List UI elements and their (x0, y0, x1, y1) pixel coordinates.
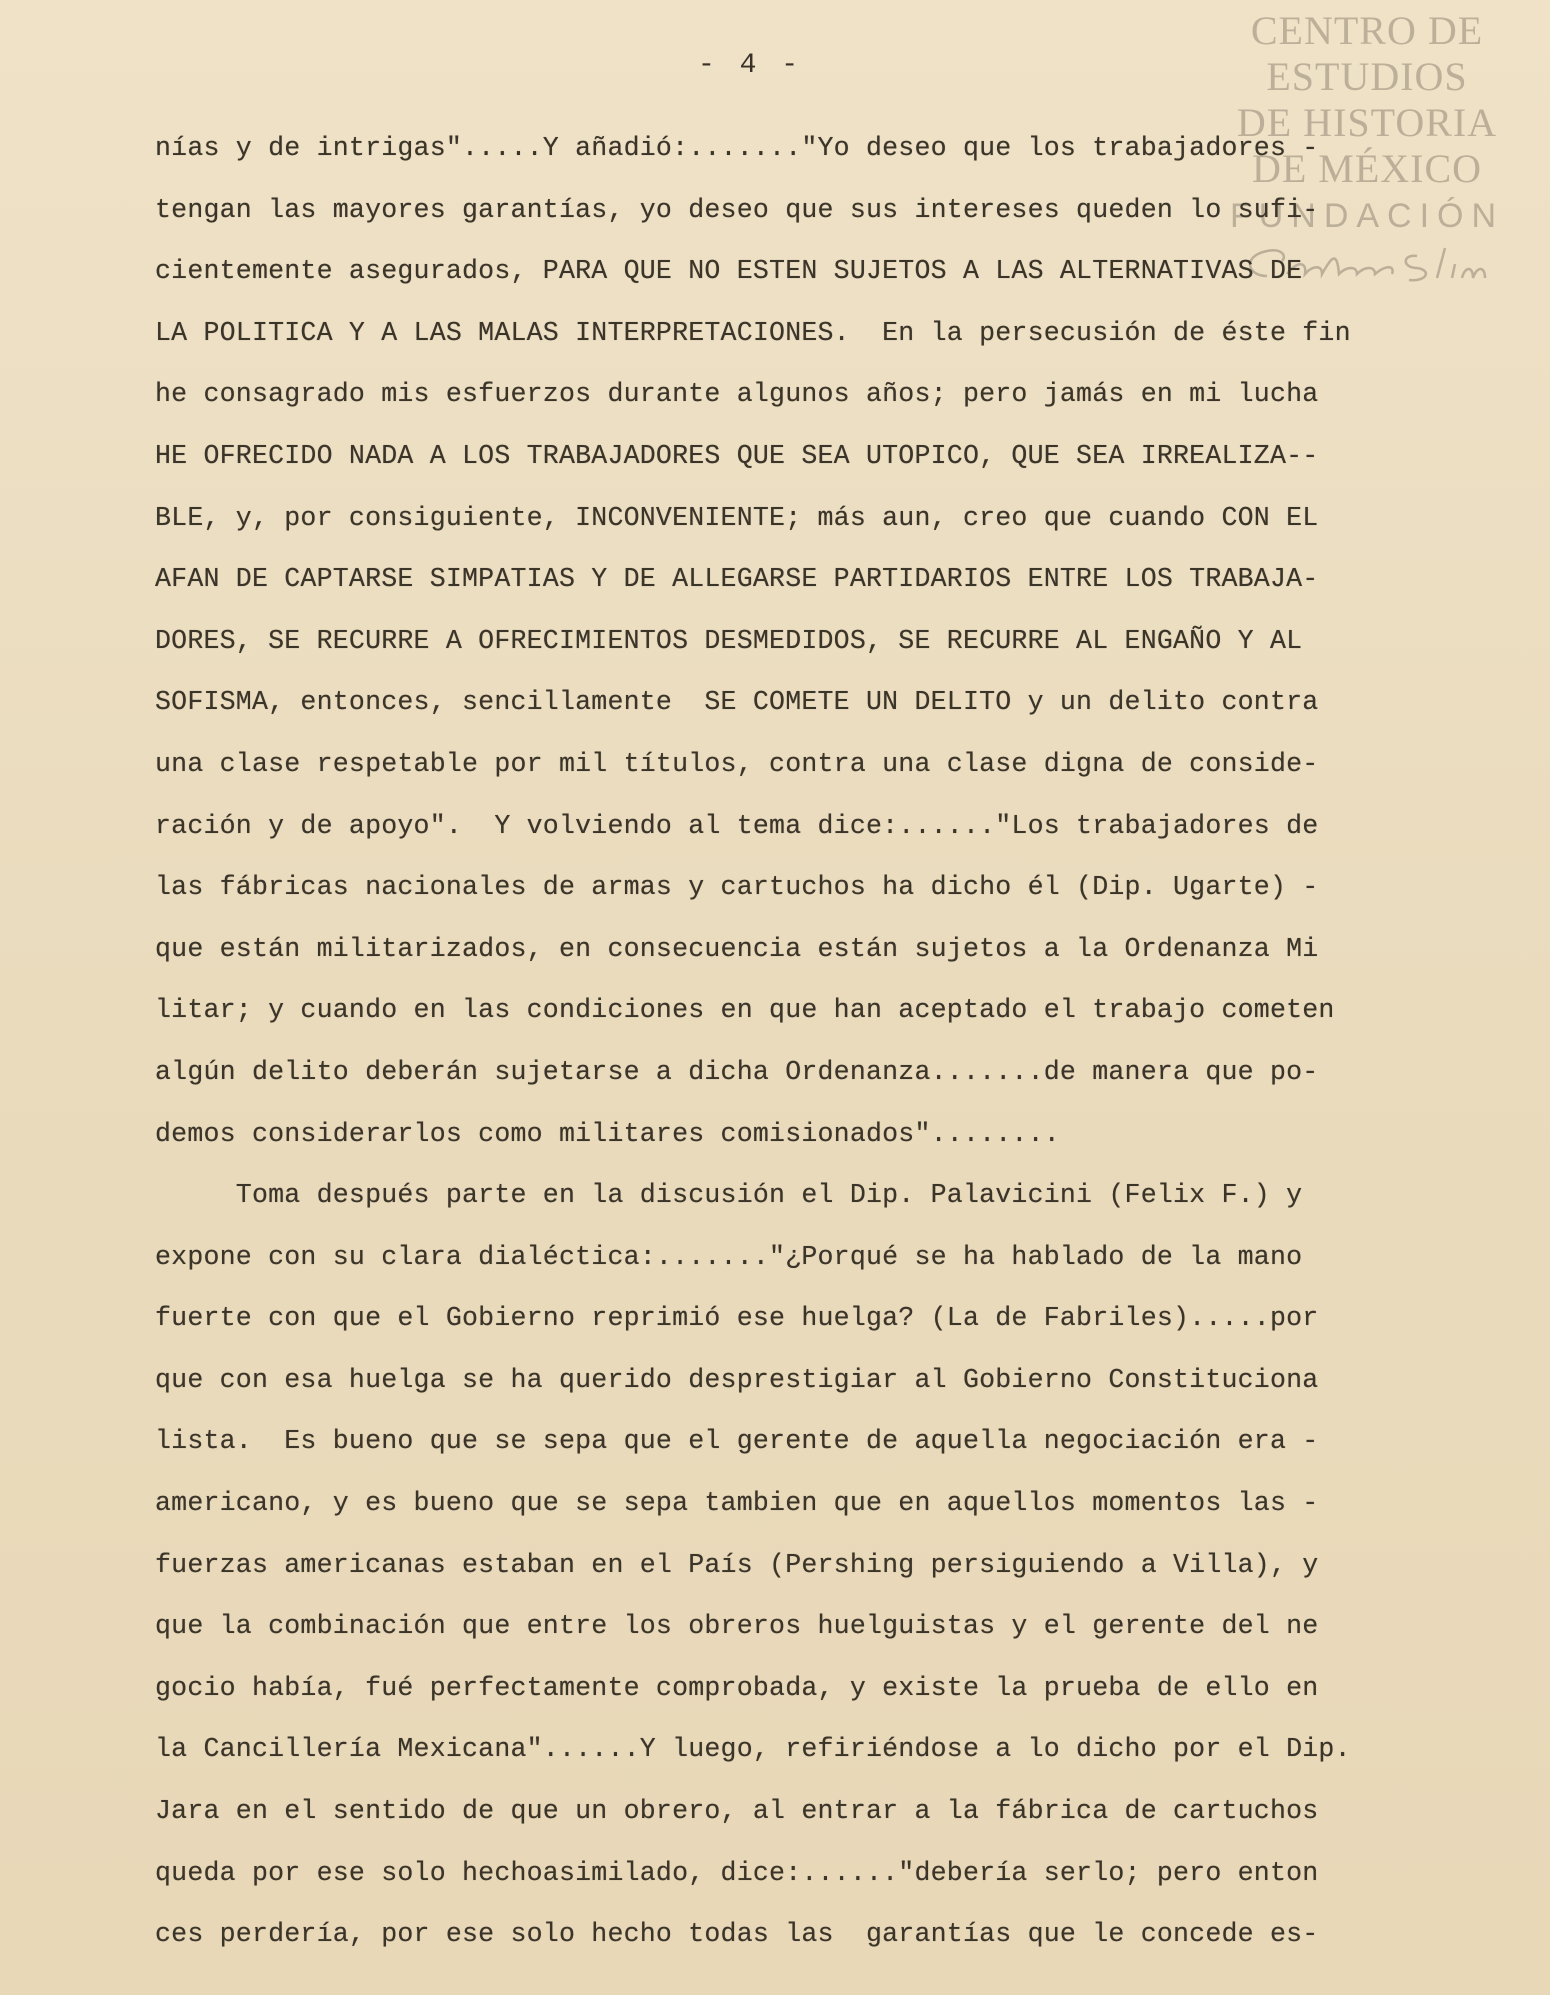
watermark-line-3: DE HISTORIA (1236, 100, 1498, 145)
watermark-line-2: ESTUDIOS (1266, 54, 1468, 99)
text-line: lista. Es bueno que se sepa que el gerente de aquella negociación era - (155, 1426, 1319, 1457)
text-line: gocio había, fué perfectamente comprobada, y existe la prueba de ello en (155, 1672, 1319, 1703)
text-line: DORES, SE RECURRE A OFRECIMIENTOS DESMEDIDOS, SE RECURRE AL ENGAÑO Y AL (155, 625, 1303, 656)
text-line: Toma después parte en la discusión el Dip. Palavicini (Felix F.) y (155, 1180, 1303, 1211)
watermark-line-5: FUNDACIÓN (1229, 197, 1505, 235)
text-line: que con esa huelga se ha querido desprestigiar al Gobierno Constituciona (155, 1364, 1319, 1395)
text-line: tengan las mayores garantías, yo deseo que sus intereses queden lo sufi- (155, 194, 1319, 225)
text-line: nías y de intrigas".....Y añadió:......."Yo deseo que los trabajadores - (155, 133, 1319, 163)
typewritten-body (155, 118, 1515, 1966)
text-line: ces perdería, por ese solo hecho todas las garantías que le concede es- (155, 1919, 1319, 1950)
text-line: expone con su clara dialéctica:......."¿Porqué se ha hablado de la mano (155, 1241, 1303, 1272)
text-line: BLE, y, por consiguiente, INCONVENIENTE; más aun, creo que cuando CON EL (155, 502, 1319, 533)
text-line: AFAN DE CAPTARSE SIMPATIAS Y DE ALLEGARSE PARTIDARIOS ENTRE LOS TRABAJA- (155, 564, 1319, 595)
text-line: queda por ese solo hechoasimilado, dice:......"debería serlo; pero enton (155, 1857, 1319, 1888)
text-line: he consagrado mis esfuerzos durante algunos años; pero jamás en mi lucha (155, 379, 1319, 410)
text-line: cientemente asegurados, PARA QUE NO ESTEN SUJETOS A LAS ALTERNATIVAS DE (155, 256, 1303, 287)
text-line: LA POLITICA Y A LAS MALAS INTERPRETACIONES. En la persecusión de éste fin (155, 317, 1351, 348)
text-line: HE OFRECIDO NADA A LOS TRABAJADORES QUE SEA UTOPICO, QUE SEA IRREALIZA-- (155, 440, 1319, 471)
page-number: - 4 - (697, 50, 802, 81)
text-line: la Cancillería Mexicana"......Y luego, refiriéndose a lo dicho por el Dip. (155, 1734, 1351, 1765)
text-line: fuerzas americanas estaban en el País (Pershing persiguiendo a Villa), y (155, 1549, 1319, 1580)
text-line: fuerte con que el Gobierno reprimió ese huelga? (La de Fabriles).....por (155, 1303, 1319, 1334)
watermark-line-1: CENTRO DE (1250, 8, 1484, 53)
watermark-line-4: DE MÉXICO (1251, 146, 1483, 191)
text-line: una clase respetable por mil títulos, contra una clase digna de conside- (155, 748, 1319, 779)
text-line: demos considerarlos como militares comisionados"........ (155, 1118, 1060, 1149)
text-line: americano, y es bueno que se sepa tambien que en aquellos momentos las - (155, 1488, 1319, 1519)
text-line: que están militarizados, en consecuencia están sujetos a la Ordenanza Mi (155, 933, 1319, 964)
text-line: litar; y cuando en las condiciones en que han aceptado el trabajo cometen (155, 995, 1335, 1026)
text-line: que la combinación que entre los obreros huelguistas y el gerente del ne (155, 1611, 1319, 1642)
text-line: ración y de apoyo". Y volviendo al tema dice:......"Los trabajadores de (155, 810, 1319, 841)
text-line: algún delito deberán sujetarse a dicha Ordenanza.......de manera que po- (155, 1056, 1319, 1087)
text-line: Jara en el sentido de que un obrero, al entrar a la fábrica de cartuchos (155, 1796, 1319, 1827)
text-line: las fábricas nacionales de armas y cartuchos ha dicho él (Dip. Ugarte) - (155, 872, 1319, 903)
text-line: SOFISMA, entonces, sencillamente SE COMETE UN DELITO y un delito contra (155, 687, 1319, 718)
